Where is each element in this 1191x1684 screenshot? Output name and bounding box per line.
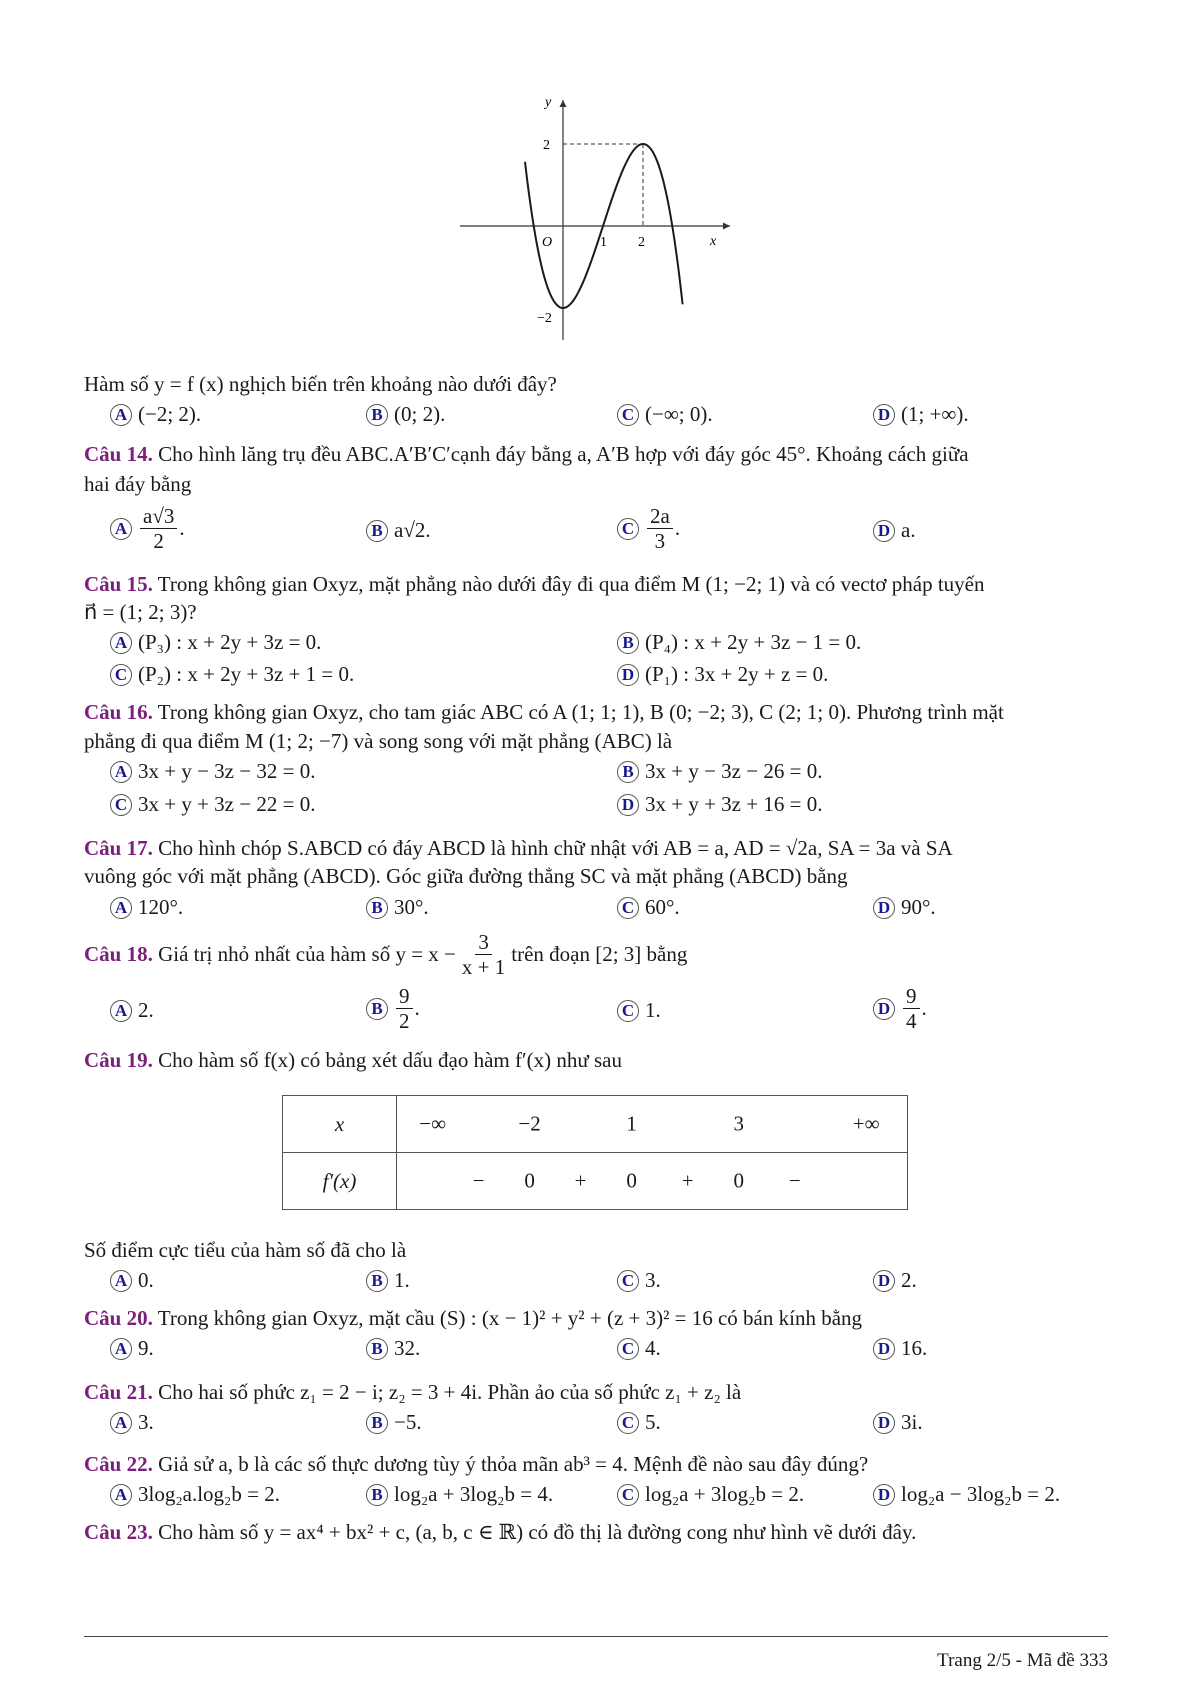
option-text: (P₂) : x + 2y + 3z + 1 = 0. bbox=[138, 662, 355, 686]
q18-option-c[interactable] bbox=[617, 998, 661, 1023]
q22-option-d[interactable] bbox=[873, 1482, 1060, 1507]
q13-stem: Hàm số y = f (x) nghịch biến trên khoảng nào dưới đây? bbox=[84, 372, 557, 396]
option-letter: C bbox=[617, 1484, 639, 1506]
option-text: 90°. bbox=[901, 895, 936, 919]
option-text: (−∞; 0). bbox=[645, 402, 713, 426]
q22-option-b[interactable] bbox=[366, 1482, 553, 1507]
option-letter: D bbox=[873, 1270, 895, 1292]
suffix: . bbox=[674, 516, 681, 541]
tick-y-top: 2 bbox=[543, 138, 550, 153]
option-letter: B bbox=[366, 1270, 388, 1292]
q21-option-d[interactable] bbox=[873, 1410, 923, 1435]
option-text: 9. bbox=[138, 1336, 154, 1360]
sign-value: + bbox=[681, 1168, 694, 1193]
option-letter: B bbox=[366, 520, 388, 542]
fraction bbox=[647, 504, 673, 553]
option-text: log₂a + 3log₂b = 4. bbox=[394, 1482, 554, 1506]
stem-text: Cho hình lăng trụ đều ABC.A′B′C′cạnh đáy bằng a, A′B hợp với đáy góc 45°. Khoảng cách giữa bbox=[158, 442, 969, 466]
option-text: 3. bbox=[645, 1268, 661, 1292]
option-letter: A bbox=[110, 632, 132, 654]
option-letter: C bbox=[617, 404, 639, 426]
question-label: Câu 17. bbox=[84, 836, 153, 860]
option-text: (1; +∞). bbox=[901, 402, 969, 426]
option-text: 3. bbox=[138, 1410, 154, 1434]
suffix: . bbox=[921, 996, 927, 1021]
option-text: 2. bbox=[901, 1268, 917, 1292]
q15-option-a[interactable] bbox=[110, 630, 321, 655]
question-label: Câu 15. bbox=[84, 572, 153, 596]
question-label: Câu 18. bbox=[84, 942, 153, 967]
question-label: Câu 16. bbox=[84, 700, 153, 724]
option-letter: A bbox=[110, 897, 132, 919]
q15-option-d[interactable] bbox=[617, 662, 828, 687]
q14-option-a[interactable] bbox=[110, 504, 185, 553]
q20-option-c[interactable] bbox=[617, 1336, 661, 1361]
option-letter: B bbox=[366, 998, 388, 1020]
q21-option-b[interactable] bbox=[366, 1410, 422, 1435]
option-text: (0; 2). bbox=[394, 402, 446, 426]
x-value: 3 bbox=[733, 1111, 744, 1136]
q19-option-a[interactable] bbox=[110, 1268, 154, 1293]
sign-table bbox=[282, 1095, 908, 1210]
denominator: 2 bbox=[153, 529, 164, 554]
option-letter: C bbox=[617, 1000, 639, 1022]
option-letter: A bbox=[110, 518, 132, 540]
sign-value: 0 bbox=[626, 1168, 637, 1193]
fraction bbox=[396, 984, 413, 1033]
option-text: 1. bbox=[645, 998, 661, 1022]
q14-stem-2: hai đáy bằng bbox=[84, 472, 192, 496]
denominator: x + 1 bbox=[461, 955, 506, 980]
q18-option-d[interactable] bbox=[873, 984, 927, 1033]
q17-stem-2: vuông góc với mặt phẳng (ABCD). Góc giữa đường thẳng SC và mặt phẳng (ABCD) bằng bbox=[84, 864, 848, 888]
q19-stem-after: Số điểm cực tiểu của hàm số đã cho là bbox=[84, 1238, 407, 1262]
option-letter: C bbox=[617, 1412, 639, 1434]
option-letter: B bbox=[366, 1338, 388, 1360]
q13-option-a[interactable] bbox=[110, 402, 201, 427]
option-text: 60°. bbox=[645, 895, 680, 919]
option-letter: A bbox=[110, 1484, 132, 1506]
q17-option-a[interactable] bbox=[110, 895, 183, 920]
q15-stem-2: n⃗ = (1; 2; 3)? bbox=[84, 600, 197, 624]
row-header-x bbox=[283, 1096, 397, 1153]
fraction bbox=[903, 984, 920, 1033]
header-text: f′(x) bbox=[322, 1168, 357, 1193]
option-text: 5. bbox=[645, 1410, 661, 1434]
option-text: 3i. bbox=[901, 1410, 923, 1434]
option-text: 120°. bbox=[138, 895, 184, 919]
q20-option-b[interactable] bbox=[366, 1336, 420, 1361]
q14-option-c[interactable] bbox=[617, 504, 680, 553]
option-text: 16. bbox=[901, 1336, 928, 1360]
q22-option-c[interactable] bbox=[617, 1482, 804, 1507]
q19-option-b[interactable] bbox=[366, 1268, 410, 1293]
sign-value: 0 bbox=[524, 1168, 535, 1193]
q18-option-a[interactable] bbox=[110, 998, 154, 1023]
option-text: 2. bbox=[138, 998, 154, 1022]
stem-text: Cho hình chóp S.ABCD có đáy ABCD là hình chữ nhật với AB = a, AD = √2a, SA = 3a và SA bbox=[158, 836, 953, 860]
tick-y-bottom: −2 bbox=[537, 311, 552, 326]
q14-option-b[interactable] bbox=[366, 518, 431, 543]
q15-option-b[interactable] bbox=[617, 630, 861, 655]
q21-stem bbox=[84, 1380, 741, 1405]
option-letter: A bbox=[110, 1000, 132, 1022]
x-axis-label: x bbox=[710, 234, 717, 249]
option-text: (P₁) : 3x + 2y + z = 0. bbox=[645, 662, 829, 686]
q23-stem bbox=[84, 1520, 916, 1545]
option-letter: D bbox=[617, 664, 639, 686]
stem-text: Trong không gian Oxyz, mặt cầu (S) : (x − 1)² + y² + (z + 3)² = 16 có bán kính bằng bbox=[157, 1306, 863, 1330]
option-letter: B bbox=[366, 1412, 388, 1434]
option-text: (−2; 2). bbox=[138, 402, 202, 426]
option-text: 4. bbox=[645, 1336, 661, 1360]
q14-stem bbox=[84, 442, 969, 467]
fraction bbox=[140, 504, 177, 553]
page-info: Trang 2/5 - Mã đề 333 bbox=[937, 1650, 1108, 1671]
q20-option-d[interactable] bbox=[873, 1336, 927, 1361]
option-letter: D bbox=[617, 794, 639, 816]
q16-option-b[interactable] bbox=[617, 759, 822, 784]
option-text: 1. bbox=[394, 1268, 410, 1292]
option-letter: B bbox=[366, 897, 388, 919]
option-letter: A bbox=[110, 1270, 132, 1292]
q16-option-c[interactable] bbox=[110, 792, 315, 817]
option-letter: C bbox=[617, 518, 639, 540]
question-label: Câu 14. bbox=[84, 442, 153, 466]
q13-option-c[interactable] bbox=[617, 402, 713, 427]
option-letter: B bbox=[366, 1484, 388, 1506]
option-letter: B bbox=[366, 404, 388, 426]
option-letter: D bbox=[873, 1484, 895, 1506]
option-letter: C bbox=[617, 1338, 639, 1360]
option-text: 3x + y − 3z − 32 = 0. bbox=[138, 759, 316, 783]
q17-option-c[interactable] bbox=[617, 895, 680, 920]
y-axis-label: y bbox=[545, 95, 552, 110]
x-value: 1 bbox=[626, 1111, 637, 1136]
q15-stem bbox=[84, 572, 985, 597]
q21-option-a[interactable] bbox=[110, 1410, 154, 1435]
q22-option-a[interactable] bbox=[110, 1482, 280, 1507]
q15-option-c[interactable] bbox=[110, 662, 354, 687]
option-text: 30°. bbox=[394, 895, 429, 919]
q16-option-a[interactable] bbox=[110, 759, 315, 784]
stem-text: Giả sử a, b là các số thực dương tùy ý thỏa mãn ab³ = 4. Mệnh đề nào sau đây đúng? bbox=[158, 1452, 869, 1476]
stem-text: Cho hàm số y = ax⁴ + bx² + c, (a, b, c ∈ ℝ) có đồ thị là đường cong như hình vẽ dưới đây. bbox=[158, 1520, 917, 1544]
q22-stem bbox=[84, 1452, 868, 1477]
option-letter: A bbox=[110, 1338, 132, 1360]
numerator: 2a bbox=[647, 504, 673, 529]
q19-option-c[interactable] bbox=[617, 1268, 661, 1293]
tick-x1: 1 bbox=[600, 235, 607, 250]
q17-option-b[interactable] bbox=[366, 895, 429, 920]
q16-stem bbox=[84, 700, 1004, 725]
x-value: −∞ bbox=[419, 1111, 447, 1136]
stem-text: Giá trị nhỏ nhất của hàm số y = x − bbox=[158, 942, 456, 967]
option-letter: D bbox=[873, 1338, 895, 1360]
option-text: 3x + y + 3z + 16 = 0. bbox=[645, 792, 823, 816]
q13-option-b[interactable] bbox=[366, 402, 445, 427]
option-text: (P₃) : x + 2y + 3z = 0. bbox=[138, 630, 322, 654]
numerator: 3 bbox=[475, 930, 492, 955]
suffix: . bbox=[179, 516, 185, 541]
sign-value: − bbox=[788, 1168, 801, 1193]
option-letter: C bbox=[617, 897, 639, 919]
row-header-derivative bbox=[283, 1153, 397, 1210]
sign-table-row-x bbox=[283, 1096, 908, 1153]
option-text: log₂a − 3log₂b = 2. bbox=[901, 1482, 1061, 1506]
suffix: . bbox=[414, 996, 420, 1021]
sign-value: 0 bbox=[733, 1168, 744, 1193]
numerator: 9 bbox=[396, 984, 413, 1009]
question-label: Câu 20. bbox=[84, 1306, 153, 1330]
option-letter: A bbox=[110, 404, 132, 426]
option-text: 0. bbox=[138, 1268, 154, 1292]
sign-value: + bbox=[574, 1168, 587, 1193]
function-graph bbox=[440, 90, 740, 350]
option-letter: D bbox=[873, 1412, 895, 1434]
option-letter: D bbox=[873, 520, 895, 542]
denominator: 4 bbox=[906, 1009, 917, 1034]
stem-text: Trong không gian Oxyz, mặt phẳng nào dưới đây đi qua điểm M (1; −2; 1) và có vectơ pháp tuyến bbox=[157, 572, 985, 596]
question-label: Câu 21. bbox=[84, 1380, 153, 1404]
stem-text: Trong không gian Oxyz, cho tam giác ABC có A (1; 1; 1), B (0; −2; 3), C (2; 1; 0). Phương trình mặt bbox=[157, 700, 1004, 724]
q17-stem bbox=[84, 836, 953, 861]
option-text: log₂a + 3log₂b = 2. bbox=[645, 1482, 805, 1506]
origin-label: O bbox=[542, 235, 553, 250]
option-letter: B bbox=[617, 761, 639, 783]
fraction bbox=[462, 930, 505, 979]
denominator: 3 bbox=[654, 529, 666, 554]
q13-option-d[interactable] bbox=[873, 402, 969, 427]
option-letter: D bbox=[873, 998, 895, 1020]
x-value: −2 bbox=[518, 1111, 541, 1136]
option-letter: C bbox=[110, 794, 132, 816]
footer-divider bbox=[84, 1636, 1108, 1637]
option-text: (P₄) : x + 2y + 3z − 1 = 0. bbox=[645, 630, 862, 654]
question-label: Câu 22. bbox=[84, 1452, 153, 1476]
stem-text: Cho hai số phức z₁ = 2 − i; z₂ = 3 + 4i. Phần ảo của số phức z₁ + z₂ là bbox=[158, 1380, 742, 1404]
numerator: 9 bbox=[903, 984, 920, 1009]
option-letter: C bbox=[617, 1270, 639, 1292]
tick-x2: 2 bbox=[638, 235, 645, 250]
option-letter: A bbox=[110, 761, 132, 783]
sign-value: − bbox=[472, 1168, 485, 1193]
q18-stem bbox=[84, 930, 687, 979]
option-text: 32. bbox=[394, 1336, 421, 1360]
option-letter: C bbox=[110, 664, 132, 686]
row-values-derivative bbox=[397, 1153, 908, 1210]
q20-stem bbox=[84, 1306, 862, 1331]
q21-option-c[interactable] bbox=[617, 1410, 661, 1435]
row-values-x bbox=[397, 1096, 908, 1153]
q16-option-d[interactable] bbox=[617, 792, 822, 817]
option-text: 3log₂a.log₂b = 2. bbox=[138, 1482, 280, 1506]
sign-table-row-derivative bbox=[283, 1153, 908, 1210]
x-value: +∞ bbox=[852, 1111, 880, 1136]
header-text: x bbox=[334, 1111, 345, 1136]
option-letter: D bbox=[873, 897, 895, 919]
q20-option-a[interactable] bbox=[110, 1336, 154, 1361]
question-label: Câu 23. bbox=[84, 1520, 153, 1544]
option-text: 3x + y − 3z − 26 = 0. bbox=[645, 759, 823, 783]
denominator: 2 bbox=[399, 1009, 410, 1034]
q18-option-b[interactable] bbox=[366, 984, 420, 1033]
q19-option-d[interactable] bbox=[873, 1268, 917, 1293]
q19-stem bbox=[84, 1048, 622, 1073]
stem-text: Cho hàm số f(x) có bảng xét dấu đạo hàm f′(x) như sau bbox=[158, 1048, 622, 1072]
option-letter: B bbox=[617, 632, 639, 654]
option-letter: A bbox=[110, 1412, 132, 1434]
option-text: 3x + y + 3z − 22 = 0. bbox=[138, 792, 316, 816]
q14-option-d[interactable] bbox=[873, 518, 916, 543]
option-text: −5. bbox=[394, 1410, 422, 1434]
q16-stem-2: phẳng đi qua điểm M (1; 2; −7) và song song với mặt phẳng (ABC) là bbox=[84, 729, 673, 753]
question-label: Câu 19. bbox=[84, 1048, 153, 1072]
option-text: a√2. bbox=[394, 518, 431, 542]
numerator: a√3 bbox=[140, 504, 177, 529]
option-letter: D bbox=[873, 404, 895, 426]
stem-text: trên đoạn [2; 3] bằng bbox=[511, 942, 688, 967]
q17-option-d[interactable] bbox=[873, 895, 936, 920]
option-text: a. bbox=[901, 518, 916, 542]
